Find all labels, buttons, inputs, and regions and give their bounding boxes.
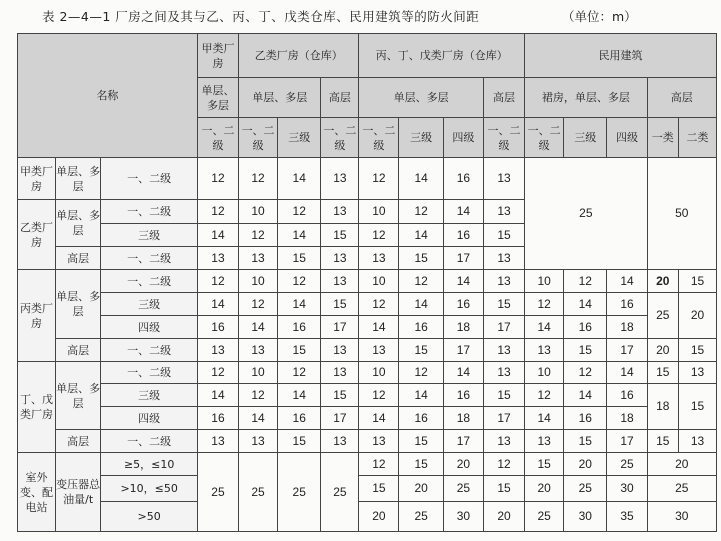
merged-value-cell: 25 (321, 453, 359, 532)
grade-header: 四级 (607, 118, 647, 158)
grade-header: 一、二级 (197, 118, 238, 158)
value-cell: 13 (483, 430, 524, 453)
value-cell: 15 (679, 339, 717, 362)
value-cell: 13 (483, 200, 524, 224)
value-cell: 13 (239, 430, 278, 453)
header-sub: 单层、多层 (197, 78, 238, 118)
value-cell: 20 (647, 339, 678, 362)
header-yi: 乙类厂房（仓库） (239, 34, 359, 78)
subcategory: 单层、多层 (55, 270, 101, 339)
value-cell: 25 (525, 502, 564, 532)
value-cell: 15 (564, 339, 607, 362)
value-cell: 14 (443, 200, 483, 224)
value-cell: 14 (278, 158, 321, 200)
value-cell: 13 (483, 270, 524, 293)
value-cell: 10 (525, 362, 564, 384)
merged-value-cell: 20 (679, 293, 717, 339)
value-cell: 15 (359, 476, 399, 502)
value-cell: 15 (525, 453, 564, 476)
value-cell: 14 (399, 224, 443, 247)
header-civil: 民用建筑 (525, 34, 717, 78)
merged-value-cell: 25 (525, 158, 647, 270)
subcategory: 单层、多层 (55, 200, 101, 247)
value-cell: 12 (399, 200, 443, 224)
value-cell: 15 (278, 339, 321, 362)
fire-distance-table (17, 33, 717, 532)
value-cell: 12 (399, 270, 443, 293)
header-sub: 单层、多层 (359, 78, 484, 118)
table-row (18, 270, 717, 293)
value-cell: 17 (321, 316, 359, 339)
value-cell: 14 (399, 384, 443, 407)
value-cell: 20 (359, 502, 399, 532)
category-ding-wu: 丁、戊类厂房 (18, 362, 56, 453)
value-cell: 20 (483, 502, 524, 532)
value-cell: 16 (197, 407, 238, 430)
grade-header: 三级 (278, 118, 321, 158)
value-cell: 16 (399, 316, 443, 339)
value-cell: 12 (239, 224, 278, 247)
value-cell: 10 (525, 270, 564, 293)
value-cell: 13 (525, 430, 564, 453)
value-cell: 13 (321, 362, 359, 384)
value-cell: 25 (564, 476, 607, 502)
grade-cell: 三级 (101, 224, 197, 247)
grade-header: 二类 (679, 118, 717, 158)
grade-header: 一、二级 (483, 118, 524, 158)
subcategory: 单层、多层 (55, 362, 101, 430)
table-row (18, 430, 717, 453)
unit-label: （单位：m） (562, 9, 637, 24)
value-cell: 14 (197, 293, 238, 316)
table-row (18, 158, 717, 200)
table-row (18, 407, 717, 430)
value-cell: 30 (647, 502, 716, 532)
value-cell: 14 (399, 293, 443, 316)
value-cell: 13 (321, 200, 359, 224)
value-cell: 17 (443, 430, 483, 453)
grade-header: 一、二级 (321, 118, 359, 158)
value-cell: 18 (607, 407, 647, 430)
value-cell: 13 (321, 339, 359, 362)
value-cell: 12 (525, 293, 564, 316)
value-cell: 20 (443, 453, 483, 476)
value-cell: 18 (443, 407, 483, 430)
value-cell: 15 (399, 339, 443, 362)
value-cell: 13 (197, 430, 238, 453)
value-cell: 14 (525, 407, 564, 430)
value-cell: 15 (483, 476, 524, 502)
merged-value-cell: 50 (647, 158, 716, 270)
merged-value-cell: 15 (679, 384, 717, 430)
value-cell: 12 (564, 270, 607, 293)
value-cell: 18 (607, 316, 647, 339)
grade-header: 四级 (443, 118, 483, 158)
grade-cell: 一、二级 (101, 339, 197, 362)
merged-value-cell: 25 (197, 453, 238, 532)
value-cell: 20 (564, 453, 607, 476)
table-row (18, 362, 717, 384)
value-cell: 13 (359, 339, 399, 362)
value-cell: 13 (321, 158, 359, 200)
value-cell: 16 (443, 384, 483, 407)
value-cell: 13 (321, 270, 359, 293)
value-cell: 14 (197, 224, 238, 247)
value-cell: 12 (399, 362, 443, 384)
value-cell: 25 (443, 476, 483, 502)
value-cell: 15 (399, 430, 443, 453)
value-cell: 13 (239, 247, 278, 270)
grade-header: 一类 (647, 118, 678, 158)
value-cell: 15 (564, 430, 607, 453)
value-cell: 10 (239, 362, 278, 384)
value-cell: 15 (647, 430, 678, 453)
value-cell: 12 (239, 384, 278, 407)
value-cell: 12 (197, 158, 238, 200)
name-header: 名称 (18, 34, 198, 158)
value-cell: 12 (239, 158, 278, 200)
value-cell: 17 (321, 407, 359, 430)
grade-cell: 一、二级 (101, 158, 197, 200)
grade-cell: 三级 (101, 293, 197, 316)
value-cell: 14 (359, 407, 399, 430)
value-cell: 20 (647, 270, 678, 293)
value-cell: 18 (443, 316, 483, 339)
value-cell: 30 (607, 476, 647, 502)
value-cell: 15 (321, 224, 359, 247)
value-cell: 17 (483, 407, 524, 430)
value-cell: 20 (399, 476, 443, 502)
header-sub: 高层 (647, 78, 716, 118)
value-cell: 12 (278, 362, 321, 384)
grade-cell: 四级 (101, 407, 197, 430)
value-cell: 14 (278, 224, 321, 247)
subcategory: 单层、多层 (55, 158, 101, 200)
value-cell: 13 (525, 339, 564, 362)
grade-cell: 一、二级 (101, 247, 197, 270)
grade-cell: 三级 (101, 384, 197, 407)
value-cell: 16 (607, 293, 647, 316)
value-cell: 13 (321, 430, 359, 453)
value-cell: 16 (197, 316, 238, 339)
grade-cell: 一、二级 (101, 362, 197, 384)
value-cell: 12 (278, 200, 321, 224)
value-cell: 16 (278, 316, 321, 339)
header-sub: 单层、多层 (239, 78, 321, 118)
value-cell: 13 (483, 158, 524, 200)
value-cell: 15 (647, 362, 678, 384)
table-row (18, 476, 717, 502)
value-cell: 12 (359, 224, 399, 247)
value-cell: 14 (607, 362, 647, 384)
value-cell: 13 (197, 339, 238, 362)
category-yi: 乙类厂房 (18, 200, 56, 270)
merged-value-cell: 25 (239, 453, 278, 532)
value-cell: 15 (399, 247, 443, 270)
value-cell: 25 (399, 502, 443, 532)
value-cell: 15 (321, 293, 359, 316)
value-cell: 12 (197, 362, 238, 384)
value-cell: 12 (359, 453, 399, 476)
value-cell: 16 (399, 407, 443, 430)
merged-value-cell: 25 (647, 293, 678, 339)
table-row (18, 316, 717, 339)
value-cell: 15 (679, 270, 717, 293)
table-row (18, 502, 717, 532)
header-sub: 裙房，单层、多层 (525, 78, 647, 118)
value-cell: 30 (564, 502, 607, 532)
value-cell: 12 (197, 270, 238, 293)
value-cell: 25 (607, 453, 647, 476)
grade-cell: 一、二级 (101, 200, 197, 224)
subcategory: 高层 (55, 339, 101, 362)
value-cell: 16 (564, 407, 607, 430)
value-cell: 16 (443, 224, 483, 247)
value-cell: 14 (443, 362, 483, 384)
value-cell: 14 (239, 407, 278, 430)
value-cell: 13 (483, 339, 524, 362)
value-cell: 12 (359, 158, 399, 200)
value-cell: 17 (443, 247, 483, 270)
value-cell: 16 (443, 293, 483, 316)
value-cell: 15 (483, 224, 524, 247)
value-cell: 10 (359, 200, 399, 224)
merged-value-cell: 18 (647, 384, 678, 430)
value-cell: 17 (483, 316, 524, 339)
value-cell: 10 (239, 270, 278, 293)
value-cell: 15 (483, 384, 524, 407)
table-row (18, 453, 717, 476)
value-cell: 17 (443, 339, 483, 362)
header-jia: 甲类厂房 (197, 34, 238, 78)
value-cell: 14 (197, 384, 238, 407)
value-cell: 12 (483, 453, 524, 476)
value-cell: 30 (443, 502, 483, 532)
table-caption (0, 0, 721, 30)
value-cell: 14 (443, 270, 483, 293)
value-cell: 14 (564, 384, 607, 407)
value-cell: 14 (359, 316, 399, 339)
header-sub: 高层 (483, 78, 524, 118)
grade-cell: 四级 (101, 316, 197, 339)
table-title: 表 2—4—1 厂房之间及其与乙、丙、丁、戊类仓库、民用建筑等的防火间距 (42, 9, 480, 24)
value-cell: 16 (443, 158, 483, 200)
grade-cell: >50 (101, 502, 197, 532)
grade-cell: 一、二级 (101, 430, 197, 453)
value-cell: 13 (483, 247, 524, 270)
value-cell: 14 (278, 293, 321, 316)
value-cell: 14 (525, 316, 564, 339)
value-cell: 15 (399, 453, 443, 476)
grade-cell: ≥5，≤10 (101, 453, 197, 476)
value-cell: 10 (359, 270, 399, 293)
value-cell: 16 (564, 316, 607, 339)
value-cell: 20 (647, 453, 716, 476)
value-cell: 15 (278, 247, 321, 270)
value-cell: 12 (239, 293, 278, 316)
value-cell: 13 (679, 430, 717, 453)
value-cell: 10 (239, 200, 278, 224)
category-jia: 甲类厂房 (18, 158, 56, 200)
value-cell: 13 (359, 247, 399, 270)
value-cell: 13 (239, 339, 278, 362)
value-cell: 13 (197, 247, 238, 270)
category-substation: 室外变、配电站 (18, 453, 56, 532)
subcategory: 变压器总油量/t (55, 453, 101, 532)
value-cell: 12 (359, 293, 399, 316)
value-cell: 12 (359, 384, 399, 407)
value-cell: 15 (321, 384, 359, 407)
value-cell: 14 (278, 384, 321, 407)
value-cell: 17 (607, 430, 647, 453)
value-cell: 14 (239, 316, 278, 339)
value-cell: 14 (607, 270, 647, 293)
table-row (18, 293, 717, 316)
merged-value-cell: 25 (278, 453, 321, 532)
value-cell: 14 (564, 293, 607, 316)
grade-header: 一、二级 (359, 118, 399, 158)
value-cell: 13 (483, 362, 524, 384)
grade-cell: 一、二级 (101, 270, 197, 293)
value-cell: 12 (564, 362, 607, 384)
grade-header: 一、二级 (525, 118, 564, 158)
grade-cell: >10，≤50 (101, 476, 197, 502)
value-cell: 16 (278, 407, 321, 430)
value-cell: 35 (607, 502, 647, 532)
value-cell: 12 (525, 384, 564, 407)
value-cell: 13 (321, 247, 359, 270)
grade-header: 三级 (564, 118, 607, 158)
table-row (18, 384, 717, 407)
value-cell: 20 (525, 476, 564, 502)
header-row (18, 34, 717, 78)
subcategory: 高层 (55, 247, 101, 270)
category-bing: 丙类厂房 (18, 270, 56, 362)
value-cell: 15 (483, 293, 524, 316)
value-cell: 14 (399, 158, 443, 200)
value-cell: 25 (647, 476, 716, 502)
value-cell: 13 (359, 430, 399, 453)
value-cell: 13 (679, 362, 717, 384)
subcategory: 高层 (55, 430, 101, 453)
value-cell: 10 (359, 362, 399, 384)
grade-header: 一、二级 (239, 118, 278, 158)
header-bing-ding: 丙、丁、戊类厂房（仓库） (359, 34, 525, 78)
value-cell: 16 (607, 384, 647, 407)
value-cell: 12 (278, 270, 321, 293)
grade-header: 三级 (399, 118, 443, 158)
value-cell: 17 (607, 339, 647, 362)
table-row (18, 339, 717, 362)
header-sub: 高层 (321, 78, 359, 118)
value-cell: 15 (278, 430, 321, 453)
value-cell: 12 (197, 200, 238, 224)
